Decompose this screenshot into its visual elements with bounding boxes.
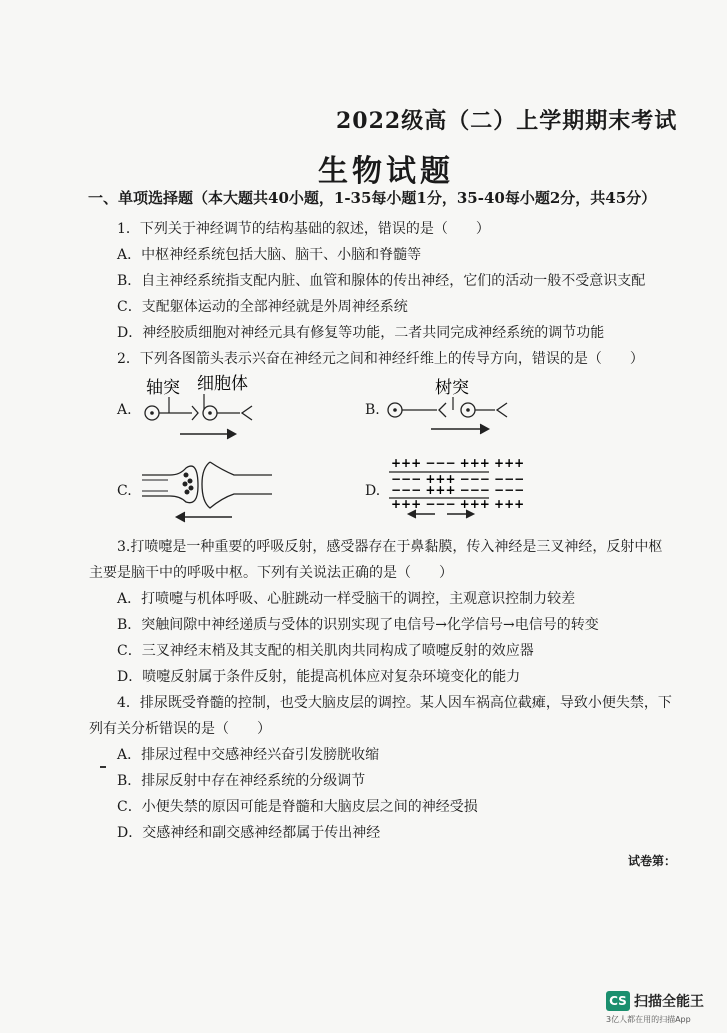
diagram-b (383, 373, 518, 443)
q1-option-c: C．支配躯体运动的全部神经就是外周神经系统 (117, 299, 408, 315)
q4-option-b: B．排尿反射中存在神经系统的分级调节 (117, 773, 366, 789)
diagram-c-label: C. (117, 483, 132, 499)
diagram-a (140, 370, 270, 445)
q3-stem-line2: 主要是脑干中的呼吸中枢。下列有关说法正确的是（ ） (89, 565, 453, 581)
charge-row-bottom: +++ −−− +++ +++ (391, 497, 525, 511)
scan-mark (100, 766, 106, 768)
q3-option-c: C．三叉神经末梢及其支配的相关肌肉共同构成了喷嚏反射的效应器 (117, 643, 534, 659)
logo-subtitle: 3亿人都在用的扫描App (606, 1015, 691, 1024)
diagram-a-label: A. (117, 402, 132, 418)
subject-title: 生物试题 (318, 154, 454, 189)
diagram-d-fiber (387, 453, 525, 523)
camscanner-logo (606, 989, 710, 1027)
q1-option-b: B．自主神经系统指支配内脏、血管和腺体的传出神经，它们的活动一般不受意识支配 (117, 273, 646, 289)
section-heading: 一、单项选择题（本大题共40小题，1-35每小题1分，35-40每小题2分，共45分） (88, 189, 657, 207)
q3-option-d: D．喷嚏反射属于条件反射，能提高机体应对复杂环境变化的能力 (117, 669, 521, 685)
q4-option-d: D．交感神经和副交感神经都属于传出神经 (117, 825, 381, 841)
q3-option-b: B．突触间隙中神经递质与受体的识别实现了电信号→化学信号→电信号的转变 (117, 617, 599, 633)
q3-stem-line1: 3.打喷嚏是一种重要的呼吸反射，感受器存在于鼻黏膜，传入神经是三叉神经，反射中枢 (117, 539, 663, 555)
q1-option-a: A．中枢神经系统包括大脑、脑干、小脑和脊髓等 (117, 247, 422, 263)
q4-option-c: C．小便失禁的原因可能是脊髓和大脑皮层之间的神经受损 (117, 799, 478, 815)
q4-option-a: A．排尿过程中交感神经兴奋引发膀胱收缩 (117, 747, 380, 763)
diagram-b-label: B. (365, 402, 380, 418)
q4-stem-line1: 4．排尿既受脊髓的控制，也受大脑皮层的调控。某人因车祸高位截瘫，导致小便失禁，下 (117, 695, 672, 711)
diagram-a-axon-label: 轴突 (146, 378, 180, 398)
cs-logo-icon: CS (606, 991, 630, 1011)
logo-name: 扫描全能王 (634, 994, 704, 1010)
charge-row-mid: −−− +++ −−− −−− (391, 472, 525, 486)
q1-stem: 1．下列关于神经调节的结构基础的叙述，错误的是（ ） (117, 221, 490, 237)
charge-row-mid2: −−− +++ −−− −−− (391, 483, 525, 497)
charge-row-top: +++ −−− +++ +++ (391, 456, 525, 470)
diagram-d-label: D. (365, 483, 381, 499)
diagram-c-synapse (140, 458, 275, 528)
q3-option-a: A．打喷嚏与机体呼吸、心脏跳动一样受脑干的调控，主观意识控制力较差 (117, 591, 576, 607)
q1-option-d: D．神经胶质细胞对神经元具有修复等功能，二者共同完成神经系统的调节功能 (117, 325, 605, 341)
q2-stem: 2．下列各图箭头表示兴奋在神经元之间和神经纤维上的传导方向，错误的是（ ） (117, 351, 644, 367)
q4-stem-line2: 列有关分析错误的是（ ） (89, 721, 271, 737)
diagram-b-dendrite-label: 树突 (435, 378, 469, 398)
page-number-note: 试卷第： (628, 854, 677, 868)
exam-title: 2022级高（二）上学期期末考试 (336, 108, 678, 134)
diagram-a-cellbody-label: 细胞体 (197, 374, 248, 394)
